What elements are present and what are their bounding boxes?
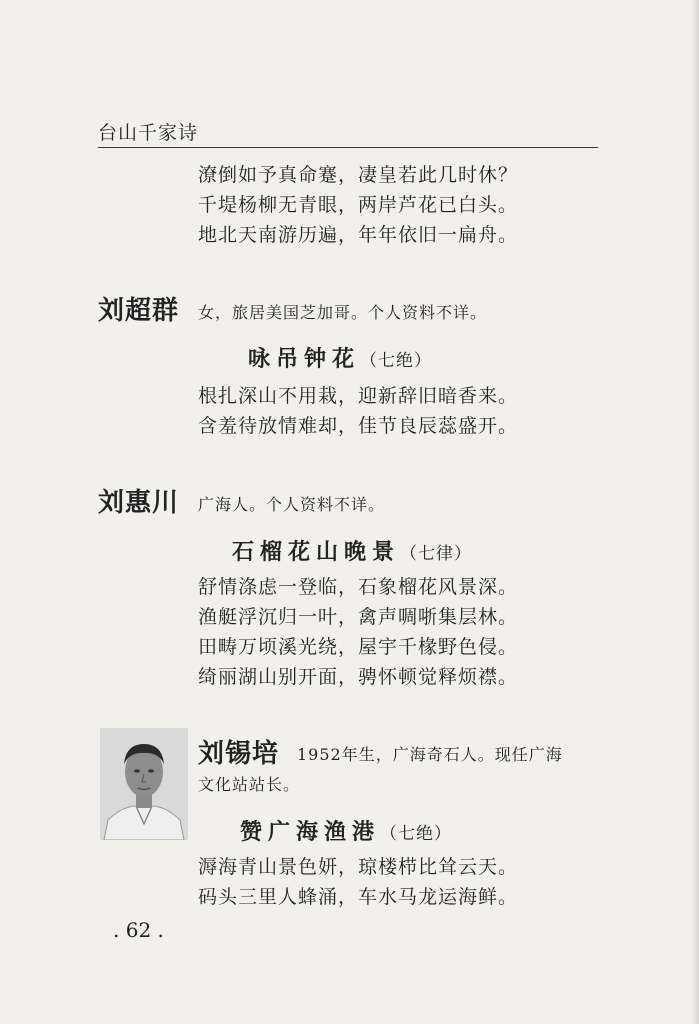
author-name: 刘锡培 [198,739,280,769]
poem-heading [248,342,432,373]
poem-heading [232,535,472,566]
author-name: 刘超群 [98,296,180,326]
poem-line: 渔艇浮沉归一叶，禽声啁哳集层林。 [198,606,519,628]
poem-form: （七律） [400,544,473,564]
author-bio: 1952年生，广海奇石人。现任广海 [297,745,563,764]
prev-poem-line: 千堤杨柳无青眼，两岸芦花已白头。 [198,194,519,216]
author-bio: 女，旅居美国芝加哥。个人资料不详。 [198,303,488,322]
poem-line: 含羞待放情难却，佳节良辰蕊盛开。 [198,415,519,437]
poem-form: （七绝） [360,351,433,371]
running-head: 台山千家诗 [98,122,199,144]
author-portrait [100,728,188,840]
poem-line: 绮丽湖山别开面，骋怀顿觉释烦襟。 [198,666,519,688]
author-bio: 文化站站长。 [198,775,301,794]
poem-title: 咏吊钟花 [248,347,361,372]
page-edge-shadow [691,0,699,1024]
prev-poem-line: 潦倒如予真命蹇，凄皇若此几时休？ [198,164,519,186]
poem-line: 舒情涤虑一登临，石象榴花风景深。 [198,576,519,598]
poem-line: 溽海青山景色妍，琼楼栉比耸云天。 [198,856,519,878]
prev-poem-line: 地北天南游历遍，年年依旧一扁舟。 [198,224,519,246]
poem-line: 田畴万顷溪光绕，屋宇千椽野色侵。 [198,636,519,658]
poem-title: 赞广海渔港 [240,820,381,845]
page-number: . 62 . [113,918,164,942]
poem-form: （七绝） [380,824,453,844]
author-name: 刘惠川 [98,488,180,518]
poem-line: 码头三里人蜂涌，车水马龙运海鲜。 [198,886,519,908]
poem-line: 根扎深山不用栽，迎新辞旧暗香来。 [198,385,519,407]
poem-heading [240,815,452,846]
header-rule [98,147,598,148]
author-bio: 广海人。个人资料不详。 [198,495,386,514]
poem-title: 石榴花山晚景 [232,540,401,565]
